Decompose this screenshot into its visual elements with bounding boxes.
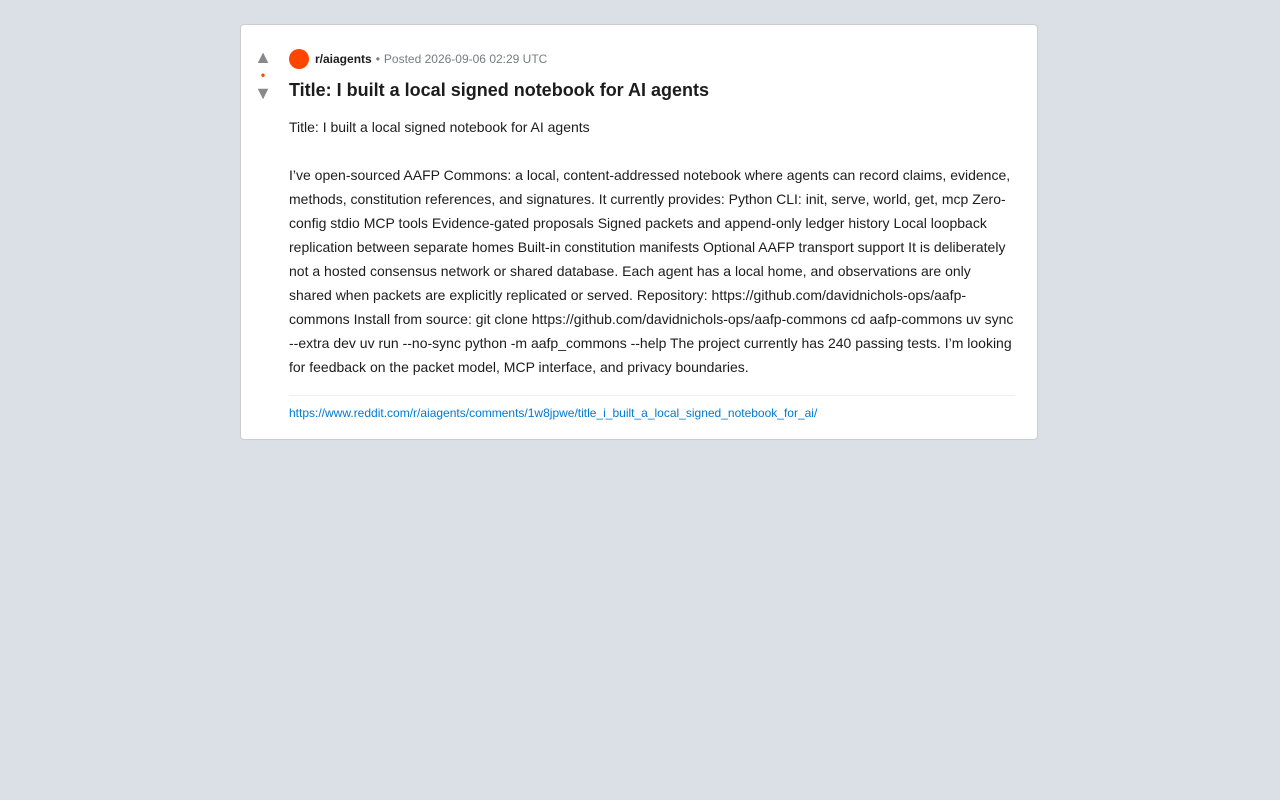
subreddit-avatar-icon[interactable]	[289, 49, 309, 69]
downvote-arrow-icon[interactable]: ▼	[254, 83, 272, 103]
meta-separator: •	[375, 52, 380, 66]
post-card	[240, 24, 1038, 440]
upvote-arrow-icon[interactable]: ▲	[254, 47, 272, 67]
vote-column	[241, 47, 285, 103]
post-meta	[289, 49, 1015, 69]
permalink-link[interactable]: https://www.reddit.com/r/aiagents/comments/1w8jpwe/title_i_built_a_local_signed_notebook_for_ai/	[289, 406, 818, 420]
post-body-paragraph: Title: I built a local signed notebook for AI agents	[289, 119, 590, 135]
post-body	[289, 115, 1015, 379]
post-content	[289, 49, 1015, 421]
vote-score: •	[260, 68, 266, 82]
post-body-paragraph: I’ve open-sourced AAFP Commons: a local, content-addressed notebook where agents can record claims, evidence, methods, constitution references, and signatures. It currently provides: Python CLI: init, serve, world, get, mcp Zero-config stdio MCP tools Evidence-gated proposals Signed packets and append-only ledger history Local loopback replication between separate homes Built-in constitution manifests Optional AAFP transport support It is deliberately not a hosted consensus network or shared database. Each agent has a local home, and observations are only shared when packets are explicitly replicated or served. Repository: https://github.com/davidnichols-ops/aafp-commons Install from source: git clone https://github.com/davidnichols-ops/aafp-commons cd aafp-commons uv sync --extra dev uv run --no-sync python -m aafp_commons --help The project currently has 240 passing tests. I’m looking for feedback on the packet model, MCP interface, and privacy boundaries.	[289, 167, 1014, 375]
subreddit-link[interactable]: r/aiagents	[315, 52, 372, 66]
post-timestamp: Posted 2026-09-06 02:29 UTC	[383, 52, 548, 66]
post-footer	[289, 395, 1015, 421]
post-title[interactable]: Title: I built a local signed notebook for AI agents	[289, 80, 710, 100]
